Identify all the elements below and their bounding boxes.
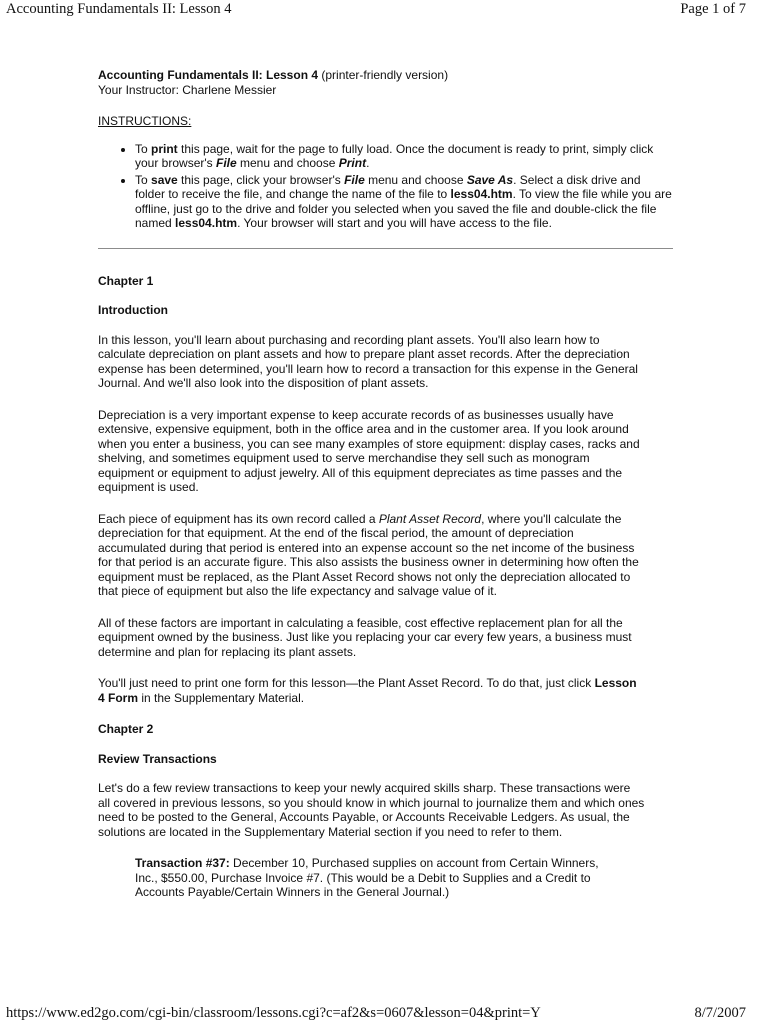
text-line	[98, 691, 673, 706]
document-title-line	[98, 68, 673, 83]
intro-paragraph-5	[98, 676, 673, 705]
chapter-1-heading: Chapter 1	[98, 273, 154, 288]
text: You'll just need to print one form for this lesson—the Plant Asset Record. To do that, just click	[98, 676, 595, 690]
print-header-title: Accounting Fundamentals II: Lesson 4	[6, 1, 232, 17]
text-line: depreciation for that equipment. At the end of the fiscal period, the amount of depreciation	[98, 526, 574, 540]
text-line: equipment must be replaced, as the Plant Asset Record shows not only the depreciation allocated to	[98, 569, 631, 584]
text-line: Accounts Payable/Certain Winners in the General Journal.)	[135, 885, 450, 899]
review-transactions-heading: Review Transactions	[98, 751, 217, 766]
text-line: Inc., $550.00, Purchase Invoice #7. (This would be a Debit to Supplies and a Credit to	[135, 870, 591, 885]
text-line: when you enter a business, you can see many examples of store equipment: display cases, racks and	[98, 436, 640, 451]
transaction-37	[135, 856, 645, 900]
text-line: need to be posted to the General, Accounts Payable, or Accounts Receivable Ledgers. As usual, the	[98, 810, 630, 824]
text: .	[366, 156, 370, 170]
transaction-label: Transaction #37:	[135, 856, 230, 870]
plant-asset-record-term: Plant Asset Record	[378, 511, 482, 526]
text: To	[135, 141, 152, 156]
instructions-list	[98, 142, 673, 231]
text-line	[98, 676, 673, 691]
text-line	[98, 512, 673, 527]
text: Each piece of equipment has its own record called a	[98, 511, 379, 526]
save-keyword: save	[151, 172, 178, 187]
document-title: Accounting Fundamentals II: Lesson 4	[98, 68, 319, 82]
text-line: determine and plan for replacing its plant assets.	[98, 644, 357, 659]
print-footer-date: 8/7/2007	[694, 1005, 746, 1021]
text: . Your browser will start and you will have access to the file.	[237, 216, 552, 230]
text: menu and choose	[364, 172, 467, 187]
text-line: All of these factors are important in calculating a feasible, cost effective replacement plan for all the	[98, 615, 623, 630]
lesson-form-link-part: 4 Form	[98, 690, 139, 705]
text-line: In this lesson, you'll learn about purchasing and recording plant assets. You'll also learn how to	[98, 332, 600, 347]
instruction-save	[135, 173, 673, 231]
text: . To view the file while you are offline, just go to the drive and folder you selected when you saved the file and double-click the file named	[135, 187, 672, 230]
print-footer-url: https://www.ed2go.com/cgi-bin/classroom/lessons.cgi?c=af2&s=0607&lesson=04&print=Y	[6, 1005, 541, 1021]
lesson-document	[98, 68, 673, 900]
text-line: Depreciation is a very important expense to keep accurate records of as businesses usually have	[98, 407, 614, 422]
introduction-heading: Introduction	[98, 303, 168, 317]
instruction-print	[135, 142, 673, 171]
text-line: solutions are located in the Supplementary Material section if you need to refer to them.	[98, 824, 563, 839]
text: , where you'll calculate the	[481, 511, 622, 526]
document-title-suffix: (printer-friendly version)	[318, 68, 449, 82]
intro-paragraph-4	[98, 616, 673, 660]
intro-paragraph-2	[98, 408, 673, 495]
print-menu-ref: Print	[338, 156, 367, 170]
filename-ref: less04.htm	[175, 216, 238, 230]
file-menu-ref: File	[215, 156, 237, 170]
text-line: that piece of equipment but also the life expectancy and salvage value of it.	[98, 584, 497, 598]
print-header-page-number: Page 1 of 7	[680, 1, 746, 17]
text: To	[135, 172, 152, 187]
text-line	[135, 856, 645, 871]
instructions-heading: INSTRUCTIONS:	[98, 114, 192, 128]
chapter-2-heading: Chapter 2	[98, 722, 154, 736]
text: December 10, Purchased supplies on account from Certain Winners,	[229, 856, 599, 870]
text-line: equipment owned by the business. Just like you replacing your car every few years, a business must	[98, 630, 632, 644]
print-keyword: print	[151, 141, 178, 156]
text-line: accumulated during that period is entered into an expense account so the net income of the business	[98, 540, 635, 555]
text: in the Supplementary Material.	[138, 690, 305, 705]
review-paragraph	[98, 781, 673, 839]
save-as-menu-ref: Save As	[466, 172, 514, 187]
text-line: Journal. And we'll also look into the disposition of plant assets.	[98, 376, 429, 390]
section-divider	[98, 248, 673, 249]
text-line: shelving, and sometimes equipment used to serve merchandise they sell such as monogram	[98, 451, 590, 465]
text-line: calculate depreciation on plant assets and how to prepare plant asset records. After the depreciation	[98, 347, 630, 361]
lesson-form-link-part: Lesson	[594, 676, 637, 690]
intro-paragraph-1	[98, 333, 673, 391]
text-line: equipment is used.	[98, 480, 199, 494]
text: . Select a disk drive and folder to receive the file, and change the name of the file to	[135, 172, 641, 201]
text-line: extensive, expensive equipment, both in the office area and in the customer area. If you look around	[98, 422, 629, 436]
text: this page, click your browser's	[177, 172, 345, 187]
text-line: expense has been determined, you'll learn how to record a transaction for this expense in the General	[98, 361, 638, 376]
text-line: Let's do a few review transactions to keep your newly acquired skills sharp. These transactions were	[98, 781, 631, 795]
text-line: all covered in previous lessons, so you should know in which journal to journalize them and which ones	[98, 795, 645, 810]
text-line: for that period is an accurate figure. This also assists the business owner in determining how often the	[98, 555, 639, 569]
text: menu and choose	[236, 156, 339, 170]
instructor-line: Your Instructor: Charlene Messier	[98, 82, 277, 97]
file-menu-ref: File	[344, 172, 365, 187]
text-line: equipment or equipment to adjust jewelry. All of this equipment depreciates as time passes and the	[98, 465, 623, 480]
intro-paragraph-3	[98, 512, 673, 599]
text: this page, wait for the page to fully load. Once the document is ready to print, simply click your browser's	[135, 141, 654, 170]
filename-ref: less04.htm	[450, 187, 513, 201]
